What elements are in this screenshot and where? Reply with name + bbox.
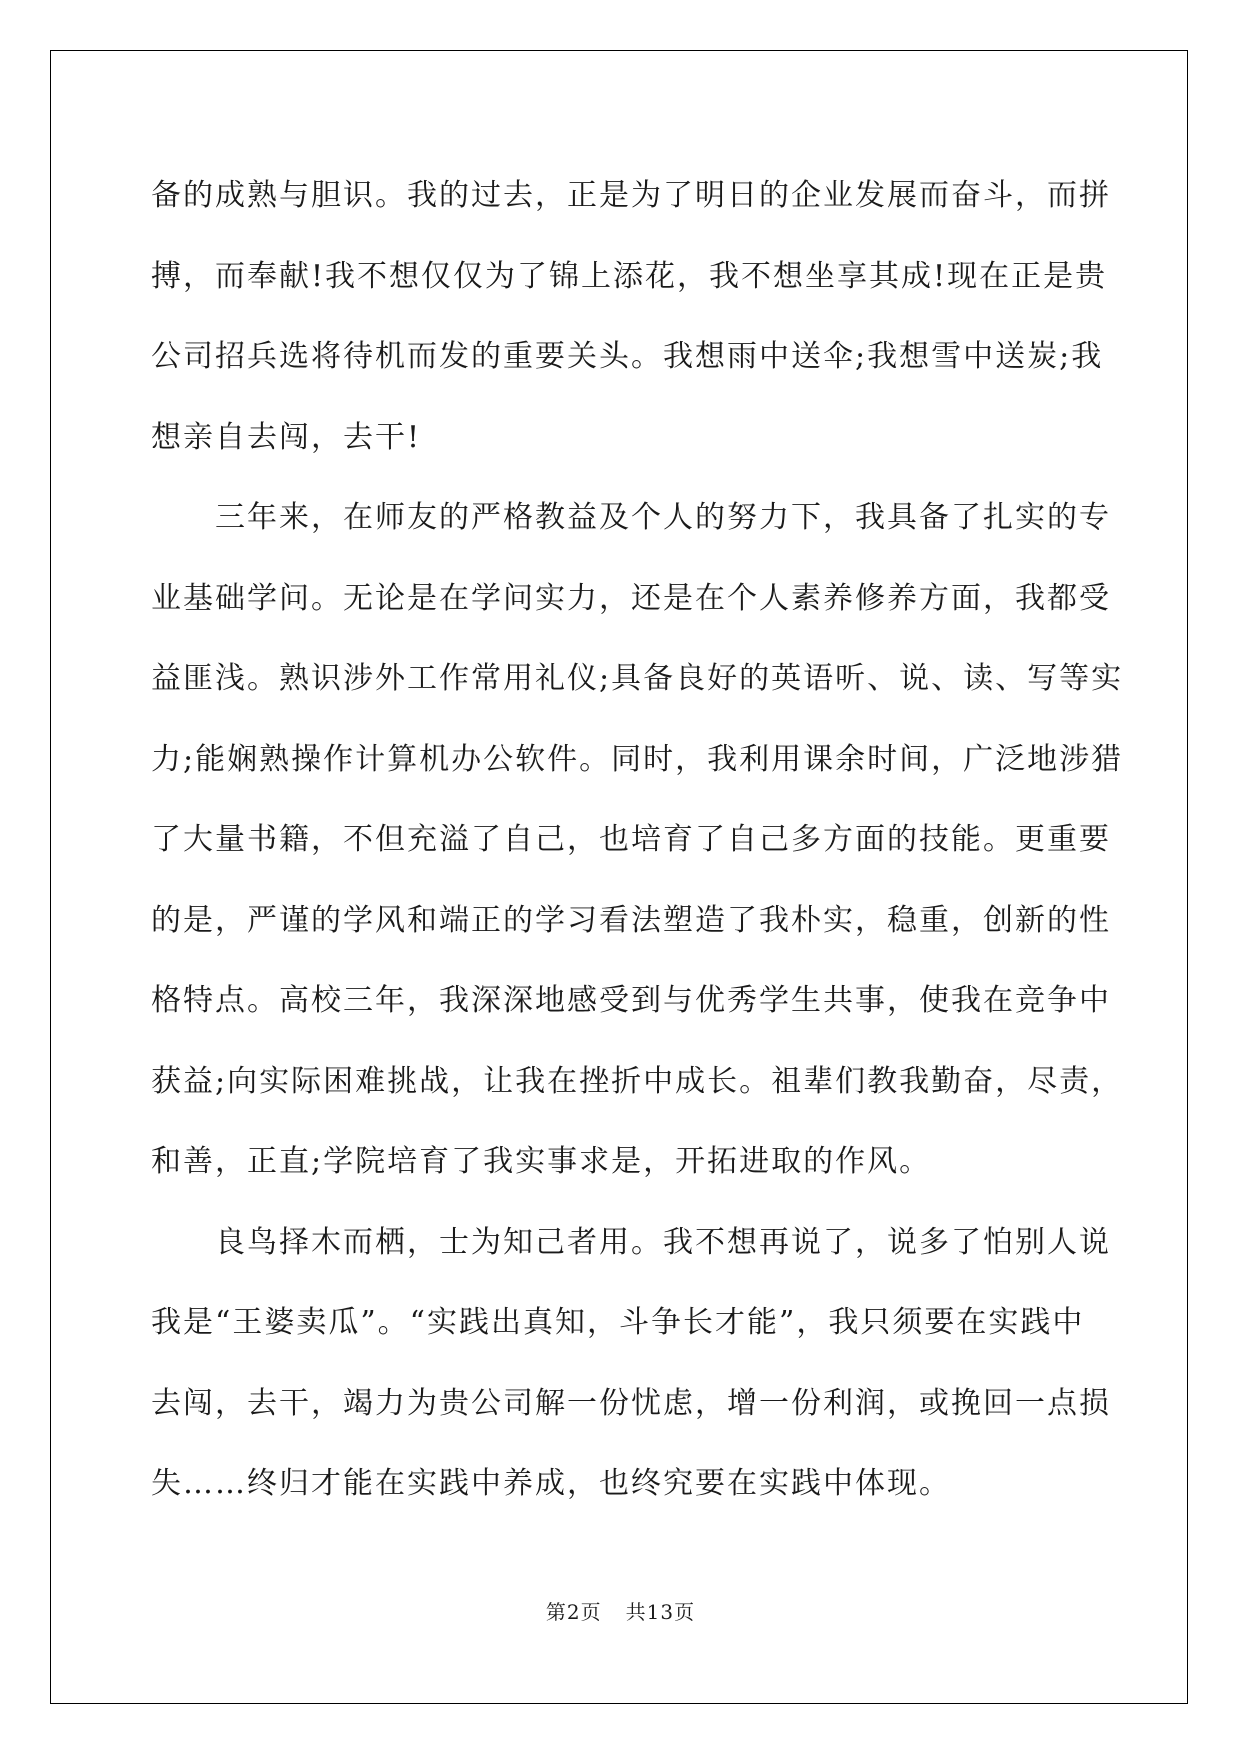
text-line: 业基础学问。无论是在学问实力，还是在个人素养修养方面，我都受 (151, 580, 1111, 616)
paragraph-1 (151, 156, 1111, 478)
text-line: 了大量书籍，不但充溢了自己，也培育了自己多方面的技能。更重要 (151, 822, 1111, 857)
text-line: 公司招兵选将待机而发的重要关头。我想雨中送伞;我想雪中送炭;我 (151, 339, 1104, 374)
text-line: 我是“王婆卖瓜”。“实践出真知，斗争长才能”，我只须要在实践中 (151, 1305, 1085, 1340)
text-line: 获益;向实际困难挑战，让我在挫折中成长。祖辈们教我勤奋，尽责， (151, 1063, 1124, 1099)
text-line: 和善，正直;学院培育了我实事求是，开拓进取的作风。 (151, 1144, 932, 1179)
text-line: 良鸟择木而栖，士为知己者用。我不想再说了，说多了怕别人说 (215, 1224, 1111, 1260)
page-number: 第2页 (545, 1600, 602, 1624)
paragraph-3 (151, 1203, 1111, 1525)
text-line: 格特点。高校三年，我深深地感受到与优秀学生共事，使我在竞争中 (151, 983, 1111, 1018)
paragraph-2 (151, 478, 1124, 1203)
text-line: 三年来，在师友的严格教益及个人的努力下，我具备了扎实的专 (215, 500, 1111, 535)
text-line: 力;能娴熟操作计算机办公软件。同时，我利用课余时间，广泛地涉猎 (151, 741, 1124, 777)
text-line: 搏，而奉献!我不想仅仅为了锦上添花，我不想坐享其成!现在正是贵 (151, 258, 1108, 294)
text-line: 备的成熟与胆识。我的过去，正是为了明日的企业发展而奋斗，而拼 (151, 178, 1111, 213)
text-line: 去闯，去干，竭力为贵公司解一份忧虑，增一份利润，或挽回一点损 (151, 1385, 1111, 1421)
text-line: 益匪浅。熟识涉外工作常用礼仪;具备良好的英语听、说、读、写等实 (151, 661, 1124, 696)
text-line: 失……终归才能在实践中养成，也终究要在实践中体现。 (151, 1466, 951, 1501)
document-body (151, 156, 1124, 1525)
page-footer (0, 1596, 1241, 1625)
text-line: 想亲自去闯，去干! (151, 419, 422, 455)
total-pages: 共13页 (625, 1600, 696, 1624)
text-line: 的是，严谨的学风和端正的学习看法塑造了我朴实，稳重，创新的性 (151, 902, 1111, 938)
